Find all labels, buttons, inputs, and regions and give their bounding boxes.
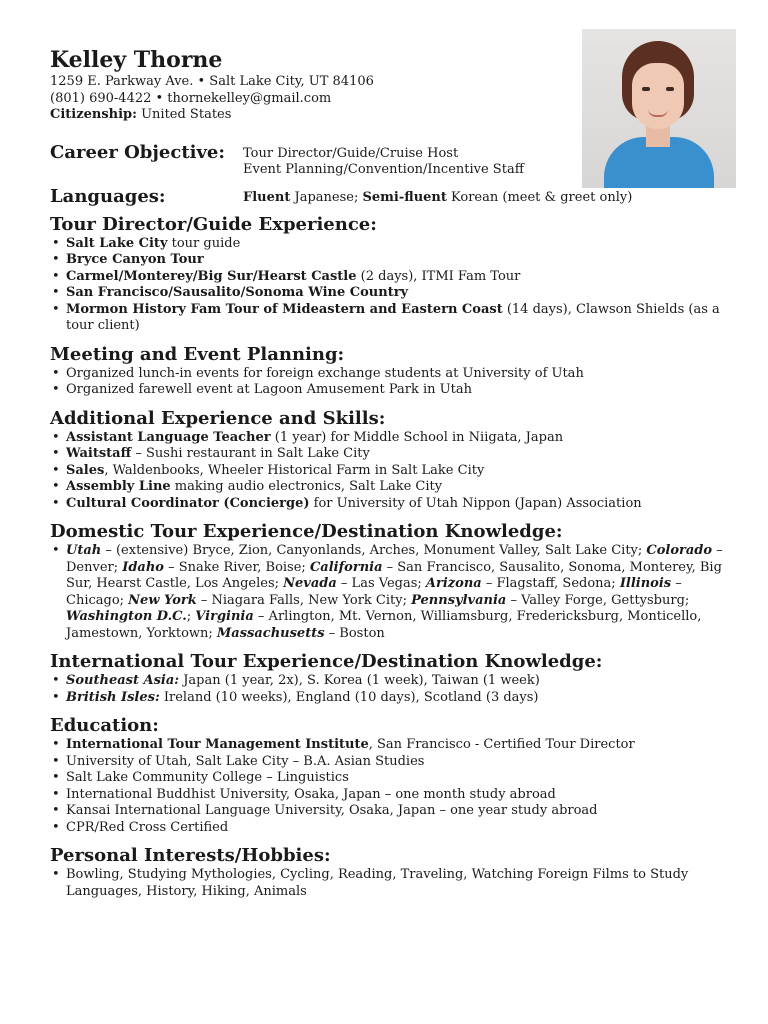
item-text: for University of Utah Nippon (Japan) Association — [309, 495, 642, 511]
item-text: making audio electronics, Salt Lake City — [170, 479, 443, 494]
item-text: – San Francisco, Sausalito, Sonoma, Monterey, Big Sur, Hearst Castle, Los Angeles; — [66, 559, 722, 591]
list-item — [50, 236, 740, 253]
item-text: ; — [186, 609, 196, 624]
section-title: International Tour Experience/Destination Knowledge: — [50, 651, 603, 672]
list-item — [50, 496, 740, 513]
meeting-section — [50, 344, 740, 399]
state-name: Idaho — [122, 559, 164, 575]
objective-line: Event Planning/Convention/Incentive Staff — [243, 162, 524, 177]
item-text: – Arlington, Mt. Vernon, Williamsburg, Fredericksburg, Monticello, Jamestown, Yorktown; — [66, 609, 702, 641]
list-item — [50, 690, 740, 707]
list-item: • Organized lunch-in events for foreign exchange students at University of Utah — [50, 366, 740, 383]
item-bold: Bryce Canyon Tour — [66, 252, 204, 267]
list-item — [50, 463, 740, 480]
item-bold: Salt Lake City — [66, 235, 168, 251]
state-name: Utah — [66, 543, 102, 558]
item-text: – Niagara Falls, New York City; — [196, 592, 412, 608]
objective-line: Tour Director/Guide/Cruise Host — [243, 145, 459, 161]
item-text: – Snake River, Boise; — [163, 559, 310, 575]
item-bold: Mormon History Fam Tour of Mideastern and Eastern Coast — [66, 301, 503, 317]
section-title: Education: — [50, 715, 159, 736]
region-name: British Isles: — [66, 689, 160, 705]
list-item: • Organized farewell event at Lagoon Amusement Park in Utah — [50, 382, 740, 399]
career-objective — [50, 142, 740, 182]
state-name: Massachusetts — [216, 625, 325, 641]
item-text: – (extensive) Bryce, Zion, Canyonlands, Arches, Monument Valley, Salt Lake City; — [101, 543, 647, 558]
item-bold: Assistant Language Teacher — [66, 429, 271, 445]
list-item — [50, 543, 740, 642]
list-item — [50, 430, 740, 447]
citizenship-label: Citizenship: — [50, 107, 137, 122]
languages-values — [243, 190, 632, 207]
item-bold: Sales — [66, 462, 105, 478]
state-name: Virginia — [195, 609, 254, 624]
semi-fluent-value: Korean (meet & greet only) — [451, 189, 633, 205]
objective-values — [243, 146, 524, 179]
languages — [50, 186, 740, 214]
item-text: – Flagstaff, Sedona; — [481, 576, 620, 591]
list-item — [50, 269, 740, 286]
state-name: Colorado — [646, 543, 713, 558]
item-bold: Assembly Line — [66, 479, 171, 494]
item-text: Ireland (10 weeks), England (10 days), Scotland (3 days) — [159, 689, 539, 705]
education-section — [50, 715, 740, 836]
item-bold: Cultural Coordinator (Concierge) — [66, 495, 310, 511]
list-item — [50, 285, 740, 302]
item-text: – Valley Forge, Gettysburg; — [506, 592, 690, 608]
list-item: • Salt Lake Community College – Linguistics — [50, 770, 740, 787]
region-name: Southeast Asia: — [66, 673, 180, 688]
fluent-label: Fluent — [243, 189, 291, 205]
citizenship — [50, 107, 740, 124]
list-item: • International Buddhist University, Osaka, Japan – one month study abroad — [50, 787, 740, 804]
item-bold: Carmel/Monterey/Big Sur/Hearst Castle — [66, 268, 357, 284]
item-text: , San Francisco - Certified Tour Director — [368, 737, 635, 752]
state-name: Nevada — [283, 576, 337, 591]
item-text: (2 days), ITMI Fam Tour — [356, 268, 521, 284]
list-item — [50, 446, 740, 463]
list-item — [50, 737, 740, 754]
international-section — [50, 651, 740, 706]
state-name: California — [309, 559, 383, 575]
list-item — [50, 252, 740, 269]
citizenship-value: United States — [141, 107, 232, 122]
phone-email: (801) 690-4422 • thornekelley@gmail.com — [50, 90, 332, 106]
semi-fluent-label: Semi-fluent — [362, 189, 447, 205]
item-text: , Waldenbooks, Wheeler Historical Farm in Salt Lake City — [104, 462, 485, 478]
tour-director-section — [50, 214, 740, 335]
candidate-name: Kelley Thorne — [50, 47, 223, 73]
list-item: • University of Utah, Salt Lake City – B.A. Asian Studies — [50, 754, 740, 771]
item-text: Japan (1 year, 2x), S. Korea (1 week), Taiwan (1 week) — [179, 673, 540, 688]
state-name: Washington D.C. — [66, 609, 187, 624]
list-item — [50, 302, 740, 335]
item-text: – Chicago; — [66, 576, 682, 608]
item-text: – Boston — [324, 625, 385, 641]
list-item: • CPR/Red Cross Certified — [50, 820, 740, 837]
objective-label: Career Objective: — [50, 141, 226, 163]
interests-section — [50, 845, 740, 900]
item-text: – Sushi restaurant in Salt Lake City — [131, 446, 370, 461]
state-name: Illinois — [619, 576, 672, 591]
item-bold: International Tour Management Institute — [66, 737, 369, 752]
resume-page — [50, 46, 740, 900]
fluent-value: Japanese; — [294, 189, 359, 205]
section-title: Domestic Tour Experience/Destination Knowledge: — [50, 521, 563, 542]
section-title: Meeting and Event Planning: — [50, 343, 345, 365]
list-item — [50, 673, 740, 690]
item-text: – Denver; — [66, 543, 723, 575]
section-title: Tour Director/Guide Experience: — [50, 213, 377, 235]
state-name: Pennsylvania — [411, 592, 507, 608]
domestic-section — [50, 521, 740, 642]
list-item: • Kansai International Language University, Osaka, Japan – one year study abroad — [50, 803, 740, 820]
additional-section — [50, 408, 740, 513]
list-item: • Bowling, Studying Mythologies, Cycling, Reading, Traveling, Watching Foreign Films to Study Languages, History, Hiking, Animals — [50, 867, 740, 900]
section-title: Personal Interests/Hobbies: — [50, 845, 331, 866]
item-text: – Las Vegas; — [336, 576, 426, 591]
item-text: tour guide — [167, 235, 241, 251]
item-bold: Waitstaff — [66, 446, 132, 461]
item-bold: San Francisco/Sausalito/Sonoma Wine Country — [66, 285, 409, 300]
address: 1259 E. Parkway Ave. • Salt Lake City, UT 84106 — [50, 74, 374, 89]
item-text: (1 year) for Middle School in Niigata, Japan — [270, 429, 564, 445]
languages-label: Languages: — [50, 185, 166, 207]
state-name: Arizona — [425, 576, 482, 591]
state-name: New York — [128, 592, 197, 608]
list-item — [50, 479, 740, 496]
item-text: (14 days), Clawson Shields (as a tour client) — [66, 301, 720, 333]
section-title: Additional Experience and Skills: — [50, 407, 386, 429]
